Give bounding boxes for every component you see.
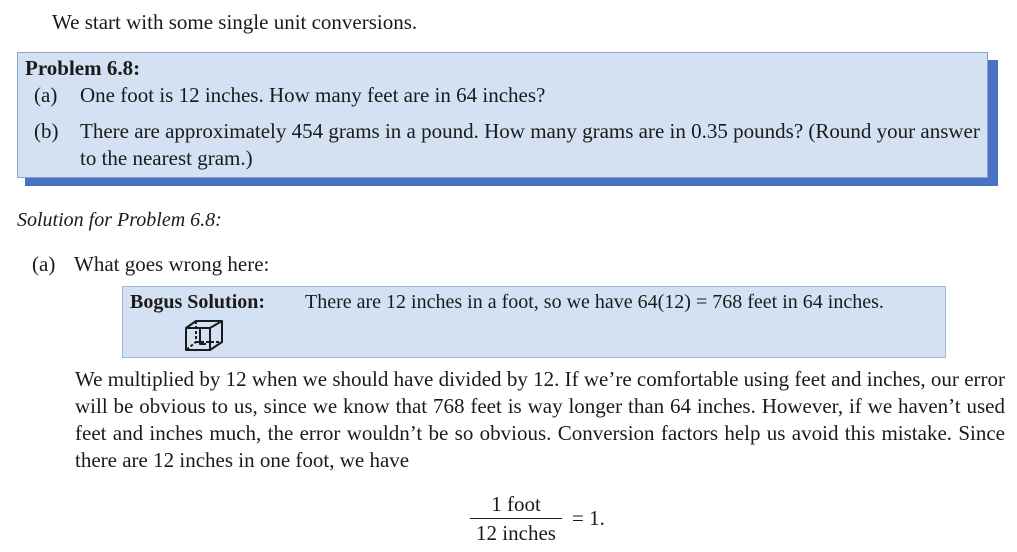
- problem-box-shadow-bottom: [25, 178, 998, 186]
- equation-rhs: = 1.: [572, 506, 605, 530]
- problem-item-text: One foot is 12 inches. How many feet are in 64 inches?: [80, 83, 546, 107]
- problem-item-b: [34, 118, 980, 172]
- solution-heading: Solution for Problem 6.8:: [17, 209, 222, 231]
- part-label: (a): [32, 252, 56, 276]
- bogus-solution-text: There are 12 inches in a foot, so we have 64(12) = 768 feet in 64 inches.: [305, 291, 884, 313]
- conversion-equation: [470, 492, 605, 545]
- problem-title: Problem 6.8:: [25, 56, 141, 80]
- bogus-solution-title: Bogus Solution:: [130, 291, 266, 313]
- conversion-fraction: [470, 492, 562, 545]
- cube-icon: [180, 318, 232, 354]
- problem-item-label: (a): [34, 83, 58, 107]
- problem-item-label: (b): [34, 119, 59, 143]
- problem-item-a: [34, 82, 980, 109]
- problem-item-text: There are approximately 454 grams in a pound. How many grams are in 0.35 pounds? (Round your answer to the nearest gram.): [80, 119, 980, 170]
- fraction-denominator: 12 inches: [476, 521, 556, 545]
- part-text: What goes wrong here:: [74, 252, 270, 276]
- explanation-paragraph: We multiplied by 12 when we should have divided by 12. If we’re comfortable using feet and inches, our error will be obvious to us, since we know that 768 feet is way longer than 64 inches. However, if we haven’t used feet and inches much, the error wouldn’t be so obvious. Conversion factors help us avoid this mistake. Since there are 12 inches in one foot, we have: [75, 367, 1005, 472]
- problem-box-shadow-right: [988, 60, 998, 186]
- solution-part-a: [32, 250, 269, 278]
- fraction-numerator: 1 foot: [491, 492, 541, 516]
- intro-text: We start with some single unit conversions.: [52, 10, 418, 34]
